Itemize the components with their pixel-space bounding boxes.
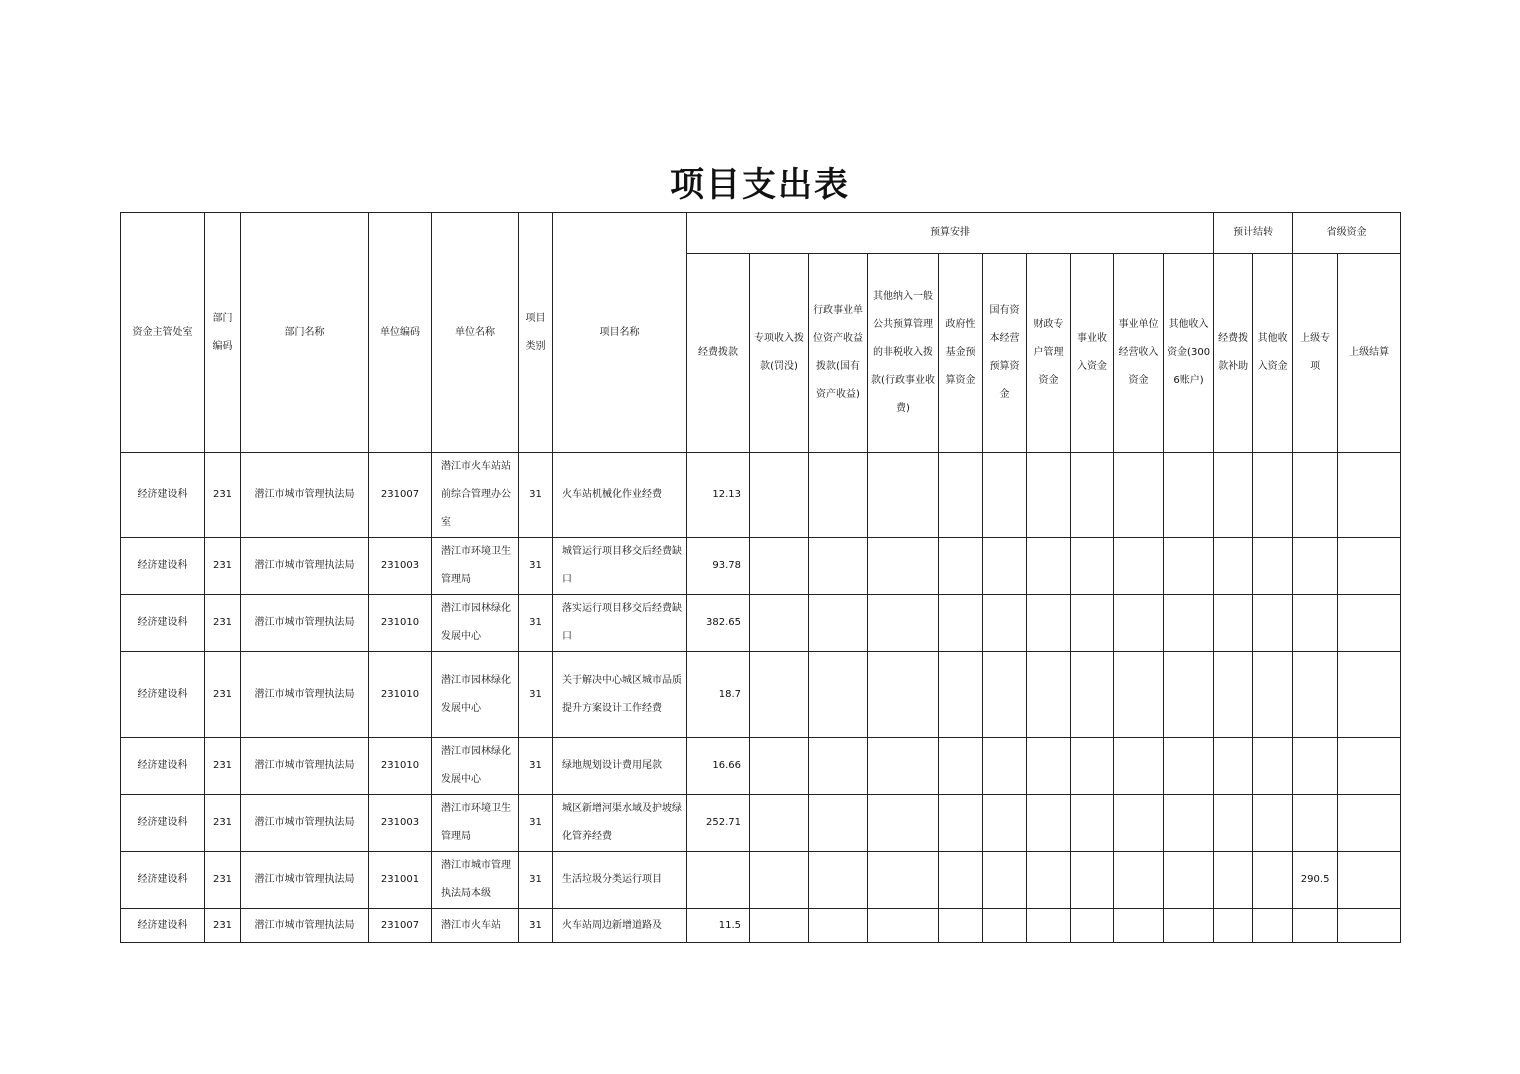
header-dept-name: 部门名称 [241,213,369,453]
header-provincial-col: 上级专项 [1293,254,1338,453]
row-funding: 11.5 [687,909,750,943]
row-upper-special [1293,652,1338,738]
row-unit-name: 潜江市火车站 [432,909,519,943]
empty-cell [1027,852,1071,909]
empty-cell [1214,852,1253,909]
empty-cell [1114,652,1164,738]
header-budget-col: 其他纳入一般公共预算管理的非税收入拨款(行政事业收费) [868,254,939,453]
row-project: 绿地规划设计费用尾款 [553,738,687,795]
row-office: 经济建设科 [121,538,205,595]
empty-cell [983,652,1027,738]
expense-table [120,212,1401,943]
row-project: 关于解决中心城区城市品质提升方案设计工作经费 [553,652,687,738]
row-project: 城区新增河渠水域及护坡绿化管养经费 [553,795,687,852]
row-office: 经济建设科 [121,909,205,943]
row-type: 31 [519,595,553,652]
header-dept-office: 资金主管处室 [121,213,205,453]
empty-cell [1071,538,1114,595]
table-row [121,595,1401,652]
empty-cell [939,909,983,943]
empty-cell [1338,909,1401,943]
row-unit-code: 231010 [369,738,432,795]
empty-cell [1027,909,1071,943]
row-project: 落实运行项目移交后经费缺口 [553,595,687,652]
header-budget-col: 其他收入资金(3006账户) [1164,254,1214,453]
header-provincial-col: 上级结算 [1338,254,1401,453]
header-budget-col: 事业单位经营收入资金 [1114,254,1164,453]
row-upper-special [1293,453,1338,538]
empty-cell [1253,795,1293,852]
empty-cell [1164,738,1214,795]
row-upper-special [1293,909,1338,943]
header-budget-col: 行政事业单位资产收益拨款(国有资产收益) [809,254,868,453]
empty-cell [1027,795,1071,852]
empty-cell [1071,738,1114,795]
empty-cell [750,453,809,538]
empty-cell [1253,453,1293,538]
empty-cell [1164,595,1214,652]
empty-cell [1114,538,1164,595]
header-proj-name: 项目名称 [553,213,687,453]
row-dept-name: 潜江市城市管理执法局 [241,795,369,852]
table-row [121,909,1401,943]
header-budget-col: 国有资本经营预算资金 [983,254,1027,453]
row-project: 火车站机械化作业经费 [553,453,687,538]
empty-cell [809,538,868,595]
empty-cell [1027,738,1071,795]
header-budget-col: 财政专户管理资金 [1027,254,1071,453]
row-unit-code: 231010 [369,652,432,738]
empty-cell [1027,595,1071,652]
row-type: 31 [519,652,553,738]
empty-cell [750,738,809,795]
empty-cell [750,595,809,652]
empty-cell [868,909,939,943]
empty-cell [809,595,868,652]
row-unit-code: 231007 [369,909,432,943]
empty-cell [1164,453,1214,538]
header-unit-code: 单位编码 [369,213,432,453]
empty-cell [983,538,1027,595]
empty-cell [939,852,983,909]
row-office: 经济建设科 [121,795,205,852]
empty-cell [1338,795,1401,852]
empty-cell [809,909,868,943]
header-forecast-col: 其他收入资金 [1253,254,1293,453]
header-budget-col: 政府性基金预算资金 [939,254,983,453]
page-title: 项目支出表 [670,165,850,205]
empty-cell [1253,538,1293,595]
row-type: 31 [519,538,553,595]
empty-cell [1071,595,1114,652]
row-funding [687,852,750,909]
table-row [121,738,1401,795]
header-unit-name: 单位名称 [432,213,519,453]
row-unit-name: 潜江市园林绿化发展中心 [432,652,519,738]
row-office: 经济建设科 [121,453,205,538]
empty-cell [1214,453,1253,538]
row-project: 城管运行项目移交后经费缺口 [553,538,687,595]
empty-cell [983,738,1027,795]
empty-cell [1027,652,1071,738]
row-dept-name: 潜江市城市管理执法局 [241,738,369,795]
empty-cell [939,538,983,595]
table-row [121,852,1401,909]
row-project: 生活垃圾分类运行项目 [553,852,687,909]
empty-cell [809,795,868,852]
empty-cell [939,738,983,795]
row-type: 31 [519,852,553,909]
header-budget-col: 事业收入资金 [1071,254,1114,453]
empty-cell [1164,795,1214,852]
row-dept-name: 潜江市城市管理执法局 [241,453,369,538]
row-unit-code: 231007 [369,453,432,538]
header-group-budget: 预算安排 [687,213,1214,254]
empty-cell [750,538,809,595]
empty-cell [1164,652,1214,738]
empty-cell [1071,795,1114,852]
row-project: 火车站周边新增道路及 [553,909,687,943]
empty-cell [750,795,809,852]
empty-cell [1114,795,1164,852]
empty-cell [1253,852,1293,909]
empty-cell [939,453,983,538]
table-row [121,453,1401,538]
row-funding: 18.7 [687,652,750,738]
header-group-provincial: 省级资金 [1293,213,1401,254]
empty-cell [1214,795,1253,852]
empty-cell [1114,852,1164,909]
row-office: 经济建设科 [121,595,205,652]
header-proj-type: 项目类别 [519,213,553,453]
row-upper-special: 290.5 [1293,852,1338,909]
empty-cell [868,738,939,795]
empty-cell [983,852,1027,909]
row-unit-name: 潜江市城市管理执法局本级 [432,852,519,909]
empty-cell [939,795,983,852]
header-group-forecast: 预计结转 [1214,213,1293,254]
row-funding: 252.71 [687,795,750,852]
row-dept-code: 231 [205,595,241,652]
empty-cell [868,595,939,652]
row-dept-name: 潜江市城市管理执法局 [241,595,369,652]
table-row [121,652,1401,738]
empty-cell [1214,595,1253,652]
empty-cell [1338,538,1401,595]
row-dept-name: 潜江市城市管理执法局 [241,909,369,943]
empty-cell [939,595,983,652]
row-dept-code: 231 [205,852,241,909]
row-upper-special [1293,595,1338,652]
row-unit-name: 潜江市园林绿化发展中心 [432,595,519,652]
row-type: 31 [519,453,553,538]
table-row [121,795,1401,852]
row-dept-name: 潜江市城市管理执法局 [241,538,369,595]
empty-cell [1214,909,1253,943]
row-dept-code: 231 [205,795,241,852]
empty-cell [1071,909,1114,943]
row-upper-special [1293,795,1338,852]
row-office: 经济建设科 [121,852,205,909]
row-funding: 382.65 [687,595,750,652]
row-upper-special [1293,738,1338,795]
empty-cell [868,538,939,595]
table-row [121,538,1401,595]
header-dept-code: 部门编码 [205,213,241,453]
empty-cell [983,795,1027,852]
row-office: 经济建设科 [121,652,205,738]
empty-cell [809,453,868,538]
empty-cell [1027,538,1071,595]
empty-cell [1253,909,1293,943]
row-dept-code: 231 [205,652,241,738]
header-budget-col: 专项收入拨款(罚没) [750,254,809,453]
empty-cell [1338,595,1401,652]
empty-cell [750,909,809,943]
empty-cell [1071,652,1114,738]
empty-cell [868,652,939,738]
empty-cell [1071,453,1114,538]
empty-cell [868,795,939,852]
empty-cell [983,453,1027,538]
empty-cell [1027,453,1071,538]
empty-cell [1114,909,1164,943]
empty-cell [1338,652,1401,738]
empty-cell [939,652,983,738]
empty-cell [868,852,939,909]
row-unit-code: 231003 [369,538,432,595]
empty-cell [983,595,1027,652]
header-budget-col: 经费拨款 [687,254,750,453]
empty-cell [1338,738,1401,795]
empty-cell [1253,595,1293,652]
row-dept-name: 潜江市城市管理执法局 [241,852,369,909]
row-unit-name: 潜江市园林绿化发展中心 [432,738,519,795]
empty-cell [1164,538,1214,595]
empty-cell [809,738,868,795]
empty-cell [1114,595,1164,652]
row-type: 31 [519,909,553,943]
empty-cell [750,852,809,909]
empty-cell [1253,652,1293,738]
row-type: 31 [519,795,553,852]
empty-cell [1214,738,1253,795]
empty-cell [1164,852,1214,909]
row-type: 31 [519,738,553,795]
empty-cell [1338,453,1401,538]
empty-cell [868,453,939,538]
empty-cell [1214,538,1253,595]
empty-cell [1164,909,1214,943]
row-dept-code: 231 [205,453,241,538]
row-upper-special [1293,538,1338,595]
row-funding: 93.78 [687,538,750,595]
row-dept-code: 231 [205,738,241,795]
row-unit-code: 231010 [369,595,432,652]
table-body [121,453,1401,943]
empty-cell [809,852,868,909]
empty-cell [750,652,809,738]
row-dept-code: 231 [205,538,241,595]
row-dept-name: 潜江市城市管理执法局 [241,652,369,738]
row-funding: 12.13 [687,453,750,538]
empty-cell [1114,453,1164,538]
header-forecast-col: 经费拨款补助 [1214,254,1253,453]
empty-cell [983,909,1027,943]
empty-cell [1114,738,1164,795]
empty-cell [809,652,868,738]
row-funding: 16.66 [687,738,750,795]
empty-cell [1214,652,1253,738]
row-unit-name: 潜江市环境卫生管理局 [432,795,519,852]
row-dept-code: 231 [205,909,241,943]
empty-cell [1338,852,1401,909]
empty-cell [1253,738,1293,795]
row-unit-name: 潜江市火车站站前综合管理办公室 [432,453,519,538]
row-unit-name: 潜江市环境卫生管理局 [432,538,519,595]
row-unit-code: 231003 [369,795,432,852]
empty-cell [1071,852,1114,909]
row-office: 经济建设科 [121,738,205,795]
row-unit-code: 231001 [369,852,432,909]
